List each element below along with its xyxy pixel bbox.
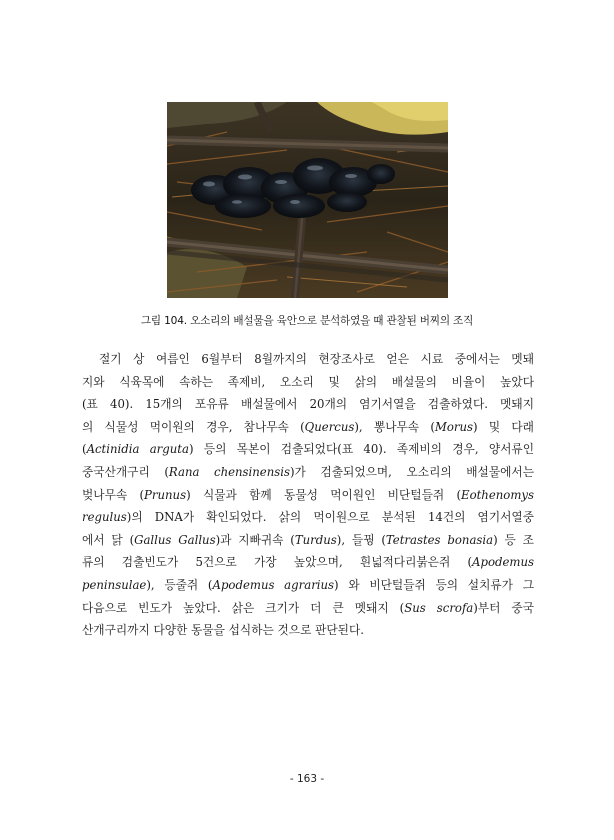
paragraph-line: 산개구리까지 다양한 동물을 섭식하는 것으로 판단된다. xyxy=(82,623,364,638)
paragraph-line: 절기 상 여름인 6월부터 8월까지의 현장조사로 얻은 시료 중에서는 멧돼 xyxy=(99,352,534,366)
paragraph-line: 지와 식육목에 속하는 족제비, 오소리 및 삵의 배설물의 비율이 높았다 xyxy=(82,374,534,389)
paragraph-line: (표 40). 15개의 포유류 배설물에서 20개의 염기서열을 검출하였다. 멧돼지 xyxy=(82,397,534,412)
paragraph-line: 의 식물성 먹이원의 경우, 참나무속 (Quercus), 뽕나무속 (Morus) 및 다래 xyxy=(82,419,534,434)
scat-photo xyxy=(167,102,448,298)
paragraph-line: (Actinidia arguta) 등의 목본이 검출되었다(표 40). 족제비의 경우, 양서류인 xyxy=(82,442,534,457)
paragraph-line: 다음으로 빈도가 높았다. 삵은 크기가 더 큰 멧돼지 (Sus scrofa)부터 중국 xyxy=(82,600,534,615)
paragraph-line: 류의 검출빈도가 5건으로 가장 높았으며, 흰넓적다리붉은쥐 (Apodemus xyxy=(82,555,534,570)
paragraph-line: peninsulae), 등줄쥐 (Apodemus agrarius) 와 비단털들쥐 등의 설치류가 그 xyxy=(82,577,534,592)
paragraph-line: 에서 닭 (Gallus Gallus)과 지빠귀속 (Turdus), 들꿩 (Tetrastes bonasia) 등 조 xyxy=(82,532,534,547)
page-number: - 163 - xyxy=(289,773,325,785)
body-paragraph xyxy=(82,348,534,642)
paragraph-line: 벚나무속 (Prunus) 식물과 함께 동물성 먹이원인 비단털들쥐 (Eothenomys xyxy=(82,487,534,502)
figure-caption: 그림 104. 오소리의 배설물을 육안으로 분석하였을 때 관찰된 버찌의 조직 xyxy=(140,315,474,327)
paragraph-line: 중국산개구리 (Rana chensinensis)가 검출되었으며, 오소리의 배설물에서는 xyxy=(82,464,534,479)
paragraph-line: regulus)의 DNA가 확인되었다. 삵의 먹이원으로 분석된 14건의 염기서열중 xyxy=(82,510,534,525)
